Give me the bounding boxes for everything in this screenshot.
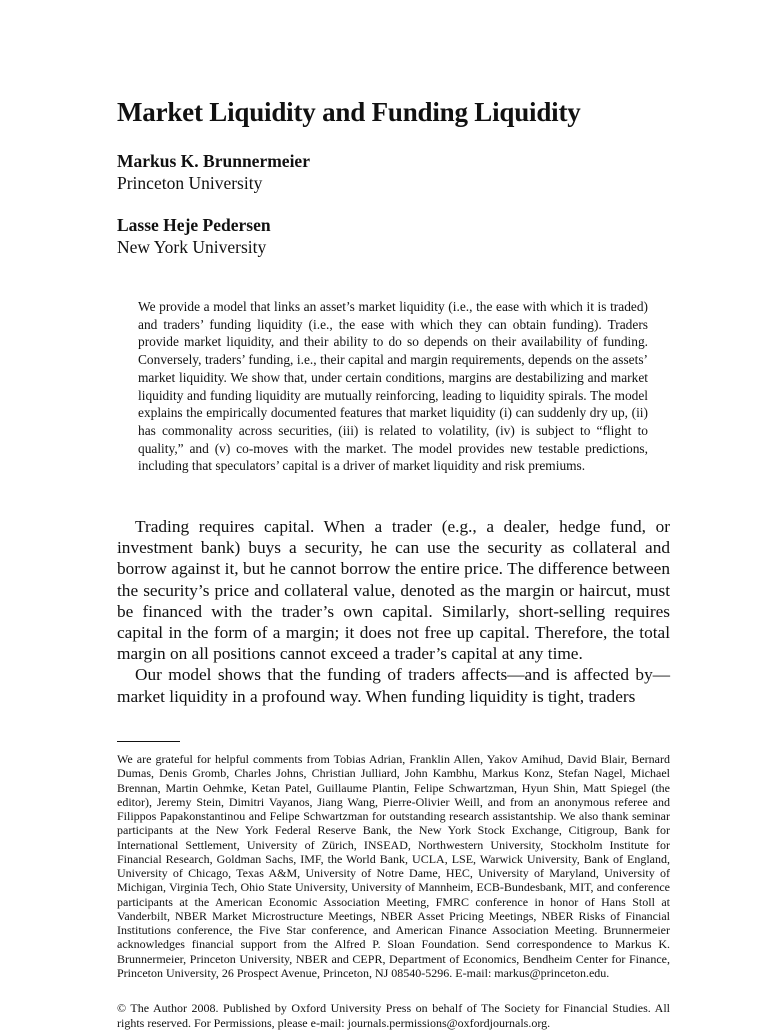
body-text <box>117 516 670 707</box>
copyright-notice: © The Author 2008. Published by Oxford University Press on behalf of The Society for Financial Studies. All rights reserved. For Permissions, please e-mail: journals.permissions@oxfordjournals.org. <box>117 1001 670 1030</box>
author-name: Lasse Heje Pedersen <box>117 215 271 235</box>
paper-page <box>117 0 670 1030</box>
abstract: We provide a model that links an asset’s market liquidity (i.e., the ease with which it is traded) and traders’ funding liquidity (i.e., the ease with which they can obtain funding). Traders provide market liquidity, and their ability to do so depends on their availability of funding. Conversely, traders’ funding, i.e., their capital and margin requirements, depends on the assets’ market liquidity. We show that, under certain conditions, margins are destabilizing and market liquidity and funding liquidity are mutually reinforcing, leading to liquidity spirals. The model explains the empirically documented features that market liquidity (i) can suddenly dry up, (ii) has commonality across securities, (iii) is related to volatility, (iv) is subject to “flight to quality,” and (v) co-moves with the market. The model provides new testable predictions, including that speculators’ capital is a driver of market liquidity and risk premiums. <box>138 299 648 474</box>
author-block-2 <box>117 214 271 258</box>
acknowledgements-footnote: We are grateful for helpful comments from Tobias Adrian, Franklin Allen, Yakov Amihud, David Blair, Bernard Dumas, Denis Gromb, Charles Johns, Christian Julliard, John Kambhu, Markus Konz, Stefan Nagel, Michael Brennan, Martin Oehmke, Ketan Patel, Guillaume Plantin, Felipe Schwartzman, Hyun Shin, Matt Spiegel (the editor), Jeremy Stein, Dimitri Vayanos, Jiang Wang, Pierre-Olivier Weill, and from an anonymous referee and Filippos Papakonstantinou and Felipe Schwartzman for outstanding research assistantship. We also thank seminar participants at the New York Federal Reserve Bank, the New York Stock Exchange, Citigroup, Bank for International Settlement, University of Zürich, INSEAD, Northwestern University, Stockholm Institute for Financial Research, Goldman Sachs, IMF, the World Bank, UCLA, LSE, Warwick University, Bank of England, University of Chicago, Texas A&M, University of Notre Dame, HEC, University of Maryland, University of Michigan, Virginia Tech, Ohio State University, University of Mannheim, ECB-Bundesbank, MIT, and conference participants at the American Economic Association Meeting, FMRC conference in honor of Hans Stoll at Vanderbilt, NBER Market Microstructure Meetings, NBER Asset Pricing Meetings, NBER Risks of Financial Institutions conference, the Five Star conference, and American Finance Association Meeting. Brunnermeier acknowledges financial support from the Alfred P. Sloan Foundation. Send correspondence to Markus K. Brunnermeier, Princeton University, NBER and CEPR, Department of Economics, Bendheim Center for Finance, Princeton University, 26 Prospect Avenue, Princeton, NJ 08540-5296. E-mail: markus@princeton.edu. <box>117 752 670 980</box>
author-block-1 <box>117 150 310 194</box>
paper-title: Market Liquidity and Funding Liquidity <box>117 97 581 127</box>
body-paragraph: Our model shows that the funding of traders affects—and is affected by—market liquidity in a profound way. When funding liquidity is tight, traders <box>117 665 670 706</box>
author-affiliation: Princeton University <box>117 173 263 193</box>
body-paragraph: Trading requires capital. When a trader (e.g., a dealer, hedge fund, or investment bank) buys a security, he can use the security as collateral and borrow against it, but he cannot borrow the entire price. The difference between the security’s price and collateral value, denoted as the margin or haircut, must be financed with the trader’s own capital. Similarly, short-selling requires capital in the form of a margin; it does not free up capital. Therefore, the total margin on all positions cannot exceed a trader’s capital at any time. <box>117 517 670 664</box>
footnote-divider <box>117 741 180 742</box>
author-name: Markus K. Brunnermeier <box>117 151 310 171</box>
author-affiliation: New York University <box>117 237 267 257</box>
